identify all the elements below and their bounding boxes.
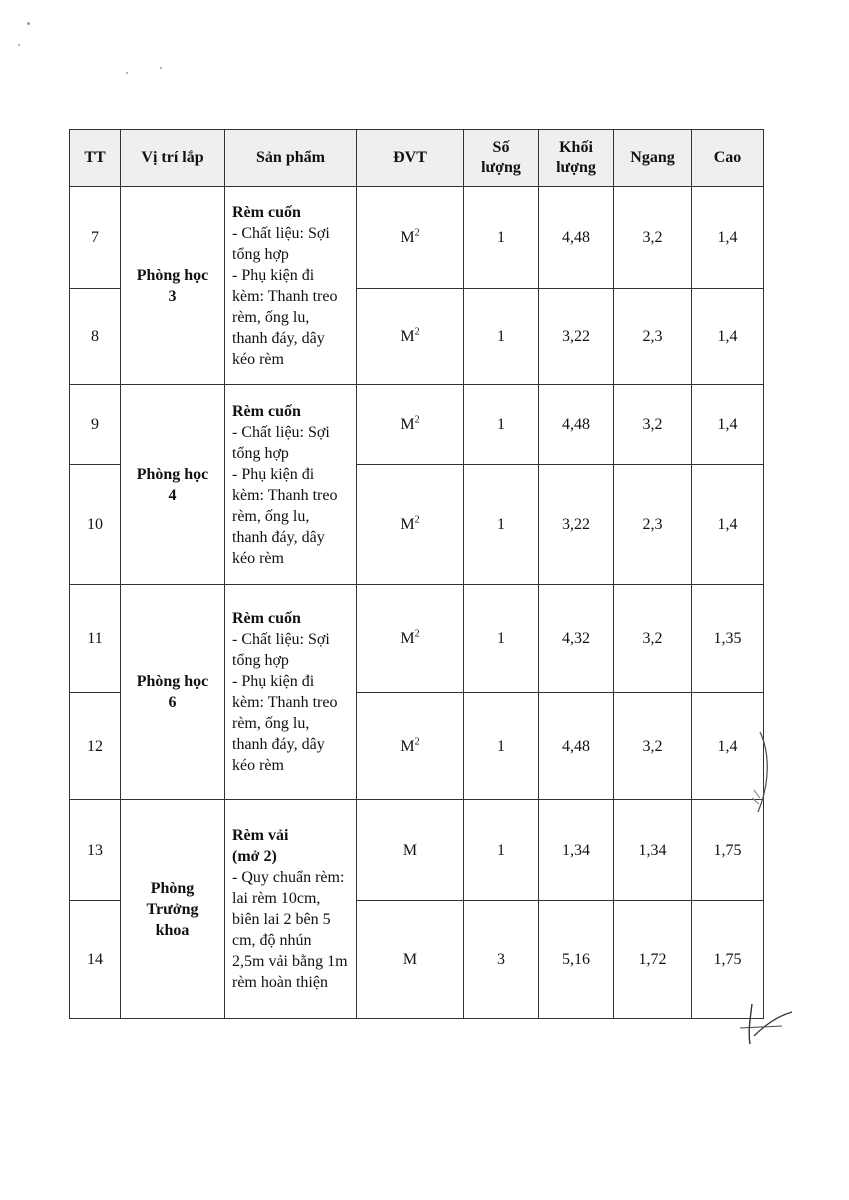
product-cell xyxy=(225,800,357,1019)
volume-cell: 4,48 xyxy=(539,187,614,289)
volume-cell: 4,32 xyxy=(539,585,614,693)
quantity-cell: 1 xyxy=(464,585,539,693)
width-cell: 3,2 xyxy=(614,585,692,693)
header-volume-line2: lượng xyxy=(556,159,596,176)
location-line: khoa xyxy=(155,921,190,939)
product-cell xyxy=(225,385,357,585)
volume-cell: 3,22 xyxy=(539,465,614,585)
product-line: 2,5m vải bằng 1m xyxy=(232,953,348,970)
unit-cell: M xyxy=(357,901,464,1019)
product-line: kèm: Thanh treo xyxy=(232,694,338,711)
quantity-cell: 1 xyxy=(464,800,539,901)
product-cell xyxy=(225,187,357,385)
location-cell xyxy=(121,187,225,385)
unit-text: M xyxy=(400,516,415,533)
unit-text: M xyxy=(400,416,415,433)
unit-cell xyxy=(357,585,464,693)
location-line: Phòng học xyxy=(136,266,209,284)
location-line: 4 xyxy=(168,486,177,504)
product-line: - Phụ kiện đi xyxy=(232,673,315,690)
unit-text: M xyxy=(400,630,415,647)
margin-signature-mark xyxy=(740,728,780,818)
header-row xyxy=(70,130,764,187)
product-title: Rèm cuốn xyxy=(232,402,301,420)
location-cell xyxy=(121,800,225,1019)
unit-cell xyxy=(357,187,464,289)
product-line: - Phụ kiện đi xyxy=(232,266,315,284)
table-row xyxy=(70,187,764,289)
header-volume xyxy=(539,130,614,187)
product-line: - Phụ kiện đi xyxy=(232,465,315,483)
product-line: tổng hợp xyxy=(232,245,289,263)
location-line: Trưởng xyxy=(146,900,199,918)
height-cell: 1,4 xyxy=(692,465,764,585)
unit-text: M xyxy=(400,737,415,755)
height-cell: 1,4 xyxy=(692,289,764,385)
location-line: 3 xyxy=(168,287,177,305)
row-tt: 11 xyxy=(70,585,121,693)
width-cell: 1,72 xyxy=(614,901,692,1019)
unit-superscript: 2 xyxy=(414,227,420,239)
scan-speck xyxy=(160,67,162,69)
product-line: kéo rèm xyxy=(232,757,284,774)
quantity-cell: 1 xyxy=(464,465,539,585)
product-line: kèm: Thanh treo xyxy=(232,287,338,305)
width-cell: 3,2 xyxy=(614,187,692,289)
row-tt: 12 xyxy=(70,693,121,800)
volume-cell: 5,16 xyxy=(539,901,614,1019)
volume-cell: 4,48 xyxy=(539,693,614,800)
volume-cell: 1,34 xyxy=(539,800,614,901)
product-line: tổng hợp xyxy=(232,444,289,462)
product-line: kéo rèm xyxy=(232,350,284,368)
quantity-cell: 3 xyxy=(464,901,539,1019)
width-cell: 1,34 xyxy=(614,800,692,901)
header-product: Sản phẩm xyxy=(225,130,357,187)
header-quantity-line1: Số xyxy=(492,139,510,156)
width-cell: 3,2 xyxy=(614,385,692,465)
header-quantity xyxy=(464,130,539,187)
row-tt: 14 xyxy=(70,901,121,1019)
unit-cell xyxy=(357,385,464,465)
location-line: Phòng học xyxy=(136,465,209,483)
product-line: - Chất liệu: Sợi xyxy=(232,423,330,441)
row-tt: 7 xyxy=(70,187,121,289)
header-unit: ĐVT xyxy=(357,130,464,187)
height-cell: 1,35 xyxy=(692,585,764,693)
row-tt: 9 xyxy=(70,385,121,465)
row-tt: 10 xyxy=(70,465,121,585)
unit-superscript: 2 xyxy=(414,326,420,338)
quantity-cell: 1 xyxy=(464,385,539,465)
header-width: Ngang xyxy=(614,130,692,187)
header-location: Vị trí lắp xyxy=(121,130,225,187)
height-cell: 1,4 xyxy=(692,187,764,289)
product-line: rèm hoàn thiện xyxy=(232,974,328,991)
scan-speck xyxy=(27,22,30,25)
product-line: kéo rèm xyxy=(232,549,284,567)
location-line: 6 xyxy=(168,694,177,711)
unit-cell xyxy=(357,465,464,585)
unit-cell xyxy=(357,289,464,385)
table-row xyxy=(70,385,764,465)
location-cell xyxy=(121,585,225,800)
product-line: cm, độ nhún xyxy=(232,932,312,949)
location-cell xyxy=(121,385,225,585)
product-line: biên lai 2 bên 5 xyxy=(232,911,331,928)
table-row xyxy=(70,800,764,901)
quantity-cell: 1 xyxy=(464,693,539,800)
width-cell: 2,3 xyxy=(614,289,692,385)
width-cell: 3,2 xyxy=(614,693,692,800)
location-line: Phòng học xyxy=(136,673,209,690)
unit-superscript: 2 xyxy=(414,414,420,426)
product-line: thanh đáy, dây xyxy=(232,736,325,753)
product-line: thanh đáy, dây xyxy=(232,528,325,546)
volume-cell: 4,48 xyxy=(539,385,614,465)
header-volume-line1: Khối xyxy=(559,139,593,156)
unit-superscript: 2 xyxy=(414,736,420,748)
initial-signature-mark xyxy=(732,1000,802,1050)
unit-superscript: 2 xyxy=(414,628,420,640)
height-cell: 1,75 xyxy=(692,901,764,1019)
quantity-cell: 1 xyxy=(464,289,539,385)
quantity-cell: 1 xyxy=(464,187,539,289)
product-line: - Quy chuẩn rèm: xyxy=(232,869,345,886)
product-line: - Chất liệu: Sợi xyxy=(232,631,330,648)
product-line: rèm, ống lu, xyxy=(232,715,310,732)
location-line: Phòng xyxy=(150,879,195,897)
row-tt: 8 xyxy=(70,289,121,385)
unit-text: M xyxy=(400,328,415,345)
product-line: kèm: Thanh treo xyxy=(232,486,338,504)
product-line: lai rèm 10cm, xyxy=(232,890,321,907)
product-title: (mở 2) xyxy=(232,848,277,865)
product-line: rèm, ống lu, xyxy=(232,507,310,525)
unit-text: M xyxy=(400,229,415,246)
table-row xyxy=(70,585,764,693)
unit-cell xyxy=(357,693,464,800)
product-line: rèm, ống lu, xyxy=(232,308,310,326)
volume-cell: 3,22 xyxy=(539,289,614,385)
scan-speck xyxy=(18,44,20,46)
header-quantity-line2: lượng xyxy=(481,159,521,176)
header-height: Cao xyxy=(692,130,764,187)
height-cell: 1,4 xyxy=(692,693,764,800)
product-title: Rèm vải xyxy=(232,827,289,844)
width-cell: 2,3 xyxy=(614,465,692,585)
product-line: - Chất liệu: Sợi xyxy=(232,224,330,242)
product-cell xyxy=(225,585,357,800)
curtain-spec-table xyxy=(69,129,764,1019)
scan-speck xyxy=(126,72,128,74)
height-cell: 1,4 xyxy=(692,385,764,465)
unit-superscript: 2 xyxy=(414,514,420,526)
product-title: Rèm cuốn xyxy=(232,610,301,627)
header-tt: TT xyxy=(70,130,121,187)
product-title: Rèm cuốn xyxy=(232,203,301,221)
row-tt: 13 xyxy=(70,800,121,901)
unit-cell: M xyxy=(357,800,464,901)
product-line: thanh đáy, dây xyxy=(232,329,325,347)
product-line: tổng hợp xyxy=(232,652,289,669)
height-cell: 1,75 xyxy=(692,800,764,901)
